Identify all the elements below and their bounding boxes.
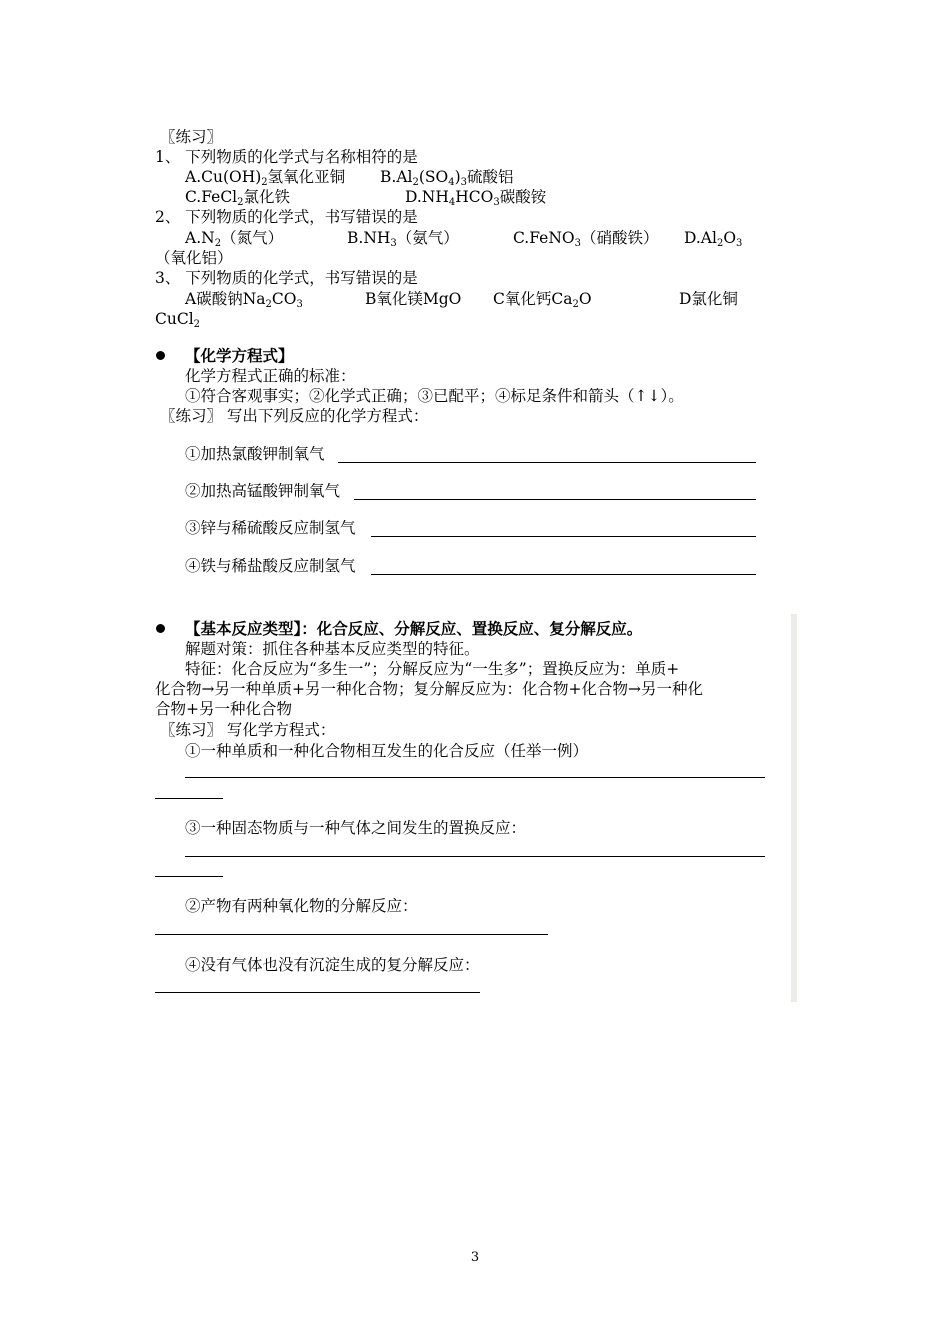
question-3-stem: 3、 下列物质的化学式，书写错误的是	[155, 269, 418, 287]
question-2-option-c: C.FeNO$_3$（硝酸铁）	[513, 229, 659, 249]
answer-blank-line[interactable]	[185, 777, 765, 778]
reaction-item-2: ③一种固态物质与一种气体之间发生的置换反应：	[185, 819, 527, 837]
reaction-feature-line-1: 特征：化合反应为“多生一”；分解反应为“一生多”；置换反应为：单质+	[185, 660, 680, 678]
reaction-practice: 〖练习〗 写化学方程式：	[160, 721, 336, 739]
answer-blank-line[interactable]	[155, 992, 480, 993]
equation-item-3: ③锌与稀硫酸反应制氢气	[185, 519, 356, 537]
question-2-option-b: $B.NH_3$（氨气）	[347, 229, 459, 249]
equation-item-2: ②加热高锰酸钾制氧气	[185, 482, 341, 500]
answer-blank-line[interactable]	[354, 499, 756, 500]
reaction-strategy: 解题对策：抓住各种基本反应类型的特征。	[185, 640, 480, 658]
practice-header: 〖练习〗	[160, 128, 223, 146]
answer-blank-line[interactable]	[371, 574, 756, 575]
answer-blank-line[interactable]	[185, 856, 765, 857]
answer-blank-line[interactable]	[155, 934, 548, 935]
question-1-option-a: $A.Cu(OH)_2$氢氧化亚铜	[185, 168, 346, 188]
reaction-item-1: ①一种单质和一种化合物相互发生的化合反应（任举一例）	[185, 742, 589, 760]
answer-blank-line[interactable]	[371, 536, 756, 537]
equation-standard: 化学方程式正确的标准：	[185, 367, 356, 385]
bullet-icon	[156, 624, 165, 633]
question-1-stem: 1、 下列物质的化学式与名称相符的是	[155, 148, 418, 166]
question-2-option-a: $A.N_2$（氮气）	[185, 229, 284, 249]
question-1-option-b: $B.Al_2(SO_4)_3$硫酸铝	[380, 168, 514, 188]
equation-item-1: ①加热氯酸钾制氧气	[185, 445, 325, 463]
question-1-option-c: C.FeCl$_2$氯化铁	[185, 188, 291, 208]
bullet-icon	[156, 351, 165, 360]
equation-practice: 〖练习〗 写出下列反应的化学方程式：	[160, 407, 429, 425]
reaction-item-4: ④没有气体也没有沉淀生成的复分解反应：	[185, 956, 480, 974]
reaction-feature-line-2: 化合物→另一种单质+另一种化合物；复分解反应为：化合物+化合物→另一种化	[155, 680, 703, 698]
question-3-option-b: B氧化镁MgO	[365, 290, 462, 308]
question-2-stem: 2、 下列物质的化学式，书写错误的是	[155, 208, 418, 226]
equation-criteria: ①符合客观事实；②化学式正确；③已配平；④标足条件和箭头（↑↓）。	[185, 387, 684, 405]
question-3-option-a: A碳酸钠$Na_2CO_3$	[185, 290, 303, 310]
equation-item-4: ④铁与稀盐酸反应制氢气	[185, 557, 356, 575]
question-3-option-d-formula: CuCl$_2$	[155, 310, 201, 330]
answer-blank-line[interactable]	[155, 876, 223, 877]
margin-bar	[791, 614, 797, 1002]
question-1-option-d: $D.NH_4HCO_3$碳酸铵	[405, 188, 547, 208]
question-2-option-d: $D.Al_2O_3$	[684, 229, 743, 249]
question-3-option-c: C氧化钙$Ca_2O$	[493, 290, 592, 310]
reaction-item-3: ②产物有两种氧化物的分解反应：	[185, 897, 418, 915]
answer-blank-line[interactable]	[155, 798, 223, 799]
question-3-option-d: D氯化铜	[679, 290, 738, 308]
page-number: 3	[470, 1250, 480, 1265]
equation-section-title: 【化学方程式】	[185, 346, 294, 365]
question-2-option-d-name: （氧化铝）	[155, 249, 233, 267]
answer-blank-line[interactable]	[338, 462, 756, 463]
reaction-section-title: 【基本反应类型】：化合反应、分解反应、置换反应、复分解反应。	[185, 619, 643, 638]
reaction-feature-line-3: 合物+另一种化合物	[155, 700, 292, 718]
